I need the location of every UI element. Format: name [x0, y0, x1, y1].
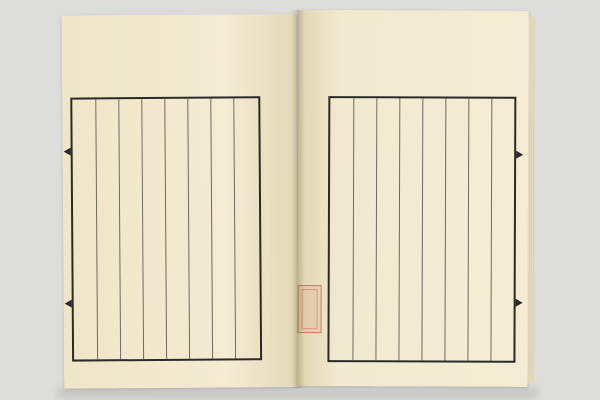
text-column: [204, 102, 206, 356]
text-column: [178, 102, 180, 356]
marginal-note: [376, 28, 385, 88]
left-page: [62, 14, 299, 389]
left-text-block: [72, 98, 260, 359]
right-fold-mark-top: [516, 151, 523, 159]
text-column: [434, 101, 435, 357]
text-column: [256, 101, 258, 355]
book-gutter: [291, 10, 305, 388]
right-text-block: [329, 98, 514, 361]
text-column: [357, 101, 358, 357]
book-shadow: [58, 388, 538, 398]
text-column: [409, 101, 410, 357]
left-fold-mark-top: [64, 148, 71, 156]
text-column: [100, 102, 102, 356]
text-column: [383, 101, 384, 357]
text-column: [152, 102, 154, 356]
text-column: [230, 101, 232, 355]
page-edges: [527, 17, 534, 383]
left-fold-mark-bottom: [65, 300, 72, 308]
text-column: [126, 102, 128, 356]
right-fold-mark-bottom: [516, 299, 523, 307]
left-text-frame: [70, 96, 262, 361]
text-column: [511, 102, 512, 358]
right-text-frame: [327, 96, 516, 363]
text-column: [74, 103, 76, 357]
text-column: [331, 101, 332, 357]
text-column: [460, 102, 461, 358]
text-column: [486, 102, 487, 358]
right-page: [297, 10, 528, 387]
